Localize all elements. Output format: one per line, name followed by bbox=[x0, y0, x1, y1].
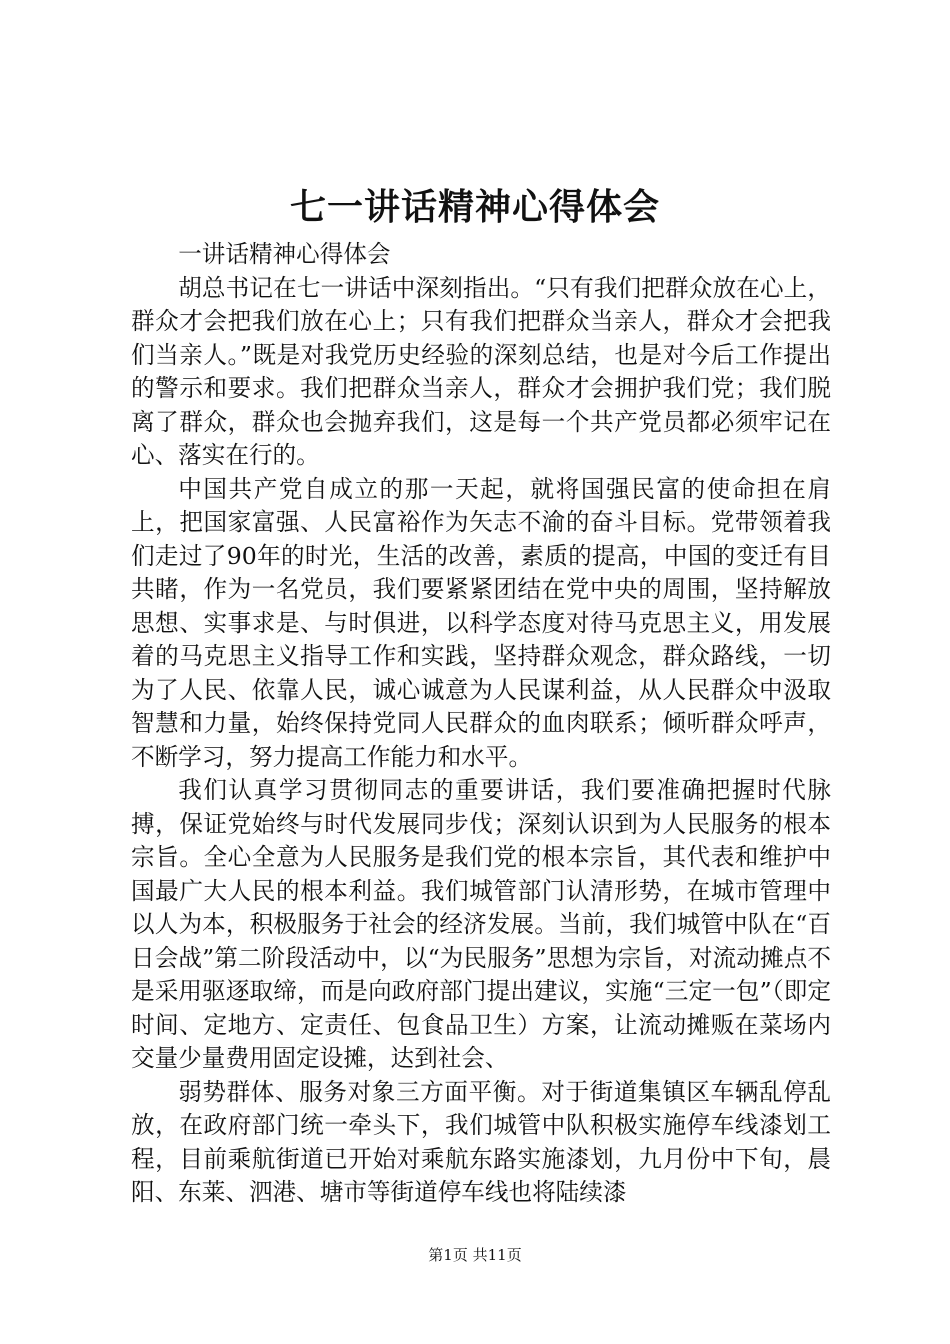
paragraph-subtitle: 一讲话精神心得体会 bbox=[178, 240, 391, 268]
page-footer: 第1页 共11页 bbox=[428, 1246, 522, 1264]
document-title: 七一讲话精神心得体会 bbox=[289, 186, 660, 228]
paragraph: 弱势群体、服务对象三方面平衡。对于街道集镇区车辆乱停乱放，在政府部门统一牵头下，我们城管中队积极实施停车线漆划工程，目前乘航街道已开始对乘航东路实施漆划，九月份中下旬，晨阳、东莱、泗港、塘市等街道停车线也将陆续漆 bbox=[131, 1077, 831, 1206]
document-body bbox=[131, 238, 831, 1210]
paragraph: 胡总书记在七一讲话中深刻指出。“只有我们把群众放在心上，群众才会把我们放在心上；只有我们把群众当亲人，群众才会把我们当亲人。”既是对我党历史经验的深刻总结，也是对今后工作提出的警示和要求。我们把群众当亲人，群众才会拥护我们党；我们脱离了群众，群众也会抛弃我们，这是每一个共产党员都必须牢记在心、落实在行的。 bbox=[131, 273, 831, 469]
paragraph: 我们认真学习贯彻同志的重要讲话，我们要准确把握时代脉搏，保证党始终与时代发展同步伐；深刻认识到为人民服务的根本宗旨。全心全意为人民服务是我们党的根本宗旨，其代表和维护中国最广大人民的根本利益。我们城管部门认清形势，在城市管理中以人为本，积极服务于社会的经济发展。当前，我们城管中队在“百日会战”第二阶段活动中，以“为民服务”思想为宗旨，对流动摊点不是采用驱逐取缔，而是向政府部门提出建议，实施“三定一包”（即定时间、定地方、定责任、包食品卫生）方案，让流动摊贩在菜场内交量少量费用固定设摊，达到社会、 bbox=[131, 776, 831, 1072]
paragraph: 中国共产党自成立的那一天起，就将国强民富的使命担在肩上，把国家富强、人民富裕作为矢志不渝的奋斗目标。党带领着我们走过了90年的时光，生活的改善，素质的提高，中国的变迁有目共睹，作为一名党员，我们要紧紧团结在党中央的周围，坚持解放思想、实事求是、与时俱进，以科学态度对待马克思主义，用发展着的马克思主义指导工作和实践，坚持群众观念，群众路线，一切为了人民、依靠人民，诚心诚意为人民谋利益，从人民群众中汲取智慧和力量，始终保持党同人民群众的血肉联系；倾听群众呼声，不断学习，努力提高工作能力和水平。 bbox=[131, 474, 831, 771]
